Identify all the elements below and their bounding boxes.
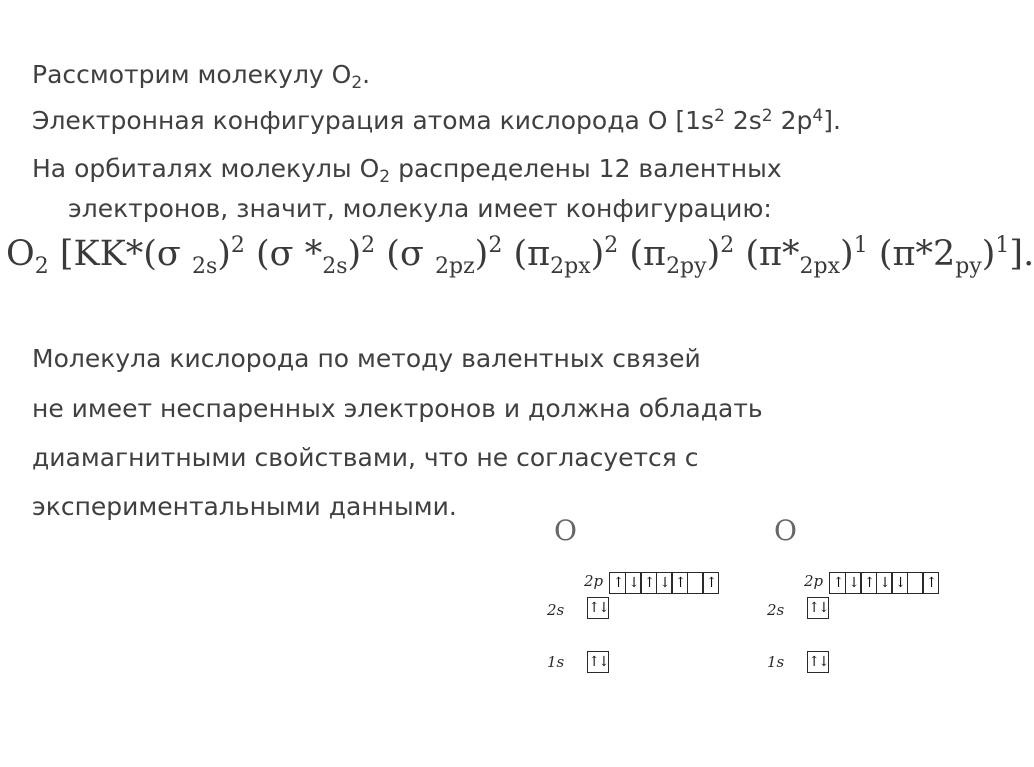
orbital-cell: ↑↓ <box>587 597 609 619</box>
orbital-diagram-2 <box>760 514 936 685</box>
orbital-cell: ↑ <box>671 572 688 594</box>
label-2p: 2p <box>584 572 604 590</box>
orbital-cell: ↑↓ <box>587 651 609 673</box>
text-line-4: электронов, значит, молекула имеет конфигурацию: <box>68 194 772 223</box>
orbital-cell <box>907 572 924 594</box>
label-2p: 2p <box>804 572 824 590</box>
orbital-diagram-1 <box>540 514 716 685</box>
orbital-cell: ↑ <box>860 572 877 594</box>
orbital-cell: ↑↓ <box>807 597 829 619</box>
orbital-cell: ↑ <box>829 572 846 594</box>
text-line-3: На орбиталях молекулы $O_2$ распределены 12 валентных <box>32 154 782 187</box>
orbital-cell: ↑ <box>702 572 719 594</box>
atom-symbol: O <box>774 514 797 547</box>
text-line-7: диамагнитными свойствами, что не согласуется с <box>32 443 699 472</box>
orbital-1s-cells <box>587 651 609 673</box>
orbital-2p-cells <box>829 572 939 594</box>
label-2s: 2s <box>547 601 565 619</box>
orbital-cell: ↑ <box>609 572 626 594</box>
orbital-cell: ↓ <box>876 572 893 594</box>
molecular-orbital-formula: $O_2$ [KK*(σ $_{2s}$)$^2$ (σ $*_{2s})^2$ (σ $_{2pz}$)$^2$ $(\pi_{2px})^2$ $(\pi_{2py})^2$ $(\pi*_{2px})^1$ $(\pi*2_{py})^1$]. <box>6 233 1034 279</box>
text-line-1: Рассмотрим молекулу $O_2$. <box>32 60 371 93</box>
text-line-6: не имеет неспаренных электронов и должна обладать <box>32 394 763 423</box>
orbital-cell: ↑ <box>922 572 939 594</box>
label-1s: 1s <box>767 653 785 671</box>
atom-symbol: O <box>554 514 577 547</box>
text-line-2: Электронная конфигурация атома кислорода O [$1s^2$ $2s^2$ $2p^4$]. <box>32 106 841 135</box>
orbital-cell: ↓ <box>891 572 908 594</box>
text-line-8: экспериментальными данными. <box>32 492 457 521</box>
orbital-cell: ↓ <box>625 572 642 594</box>
orbital-cell: ↑↓ <box>807 651 829 673</box>
text-line-5: Молекула кислорода по методу валентных связей <box>32 344 701 373</box>
label-1s: 1s <box>547 653 565 671</box>
label-2s: 2s <box>767 601 785 619</box>
orbital-cell: ↑ <box>640 572 657 594</box>
orbital-2s-cells <box>807 597 829 619</box>
orbital-cell: ↓ <box>845 572 862 594</box>
orbital-cell <box>687 572 704 594</box>
orbital-2s-cells <box>587 597 609 619</box>
orbital-1s-cells <box>807 651 829 673</box>
orbital-cell: ↓ <box>656 572 673 594</box>
orbital-2p-cells <box>609 572 719 594</box>
